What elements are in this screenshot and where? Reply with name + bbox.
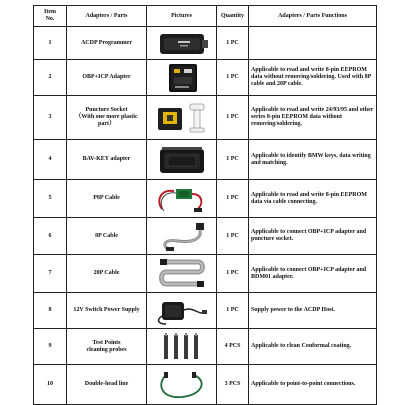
header-functions: Adapters / Parts Functions [249, 6, 377, 27]
part-name-main: 20P Cable [93, 270, 120, 276]
part-picture [147, 140, 217, 180]
part-picture [147, 218, 217, 255]
part-name-main: P8P Cable [93, 195, 120, 201]
header-adapters: Adapters / Parts [67, 6, 147, 27]
part-picture [147, 255, 217, 293]
cleaning-probes-icon [152, 331, 212, 363]
part-name [67, 329, 147, 365]
part-name-sub: （With one more plastic part） [75, 114, 138, 127]
part-quantity: 1 PC [217, 96, 249, 140]
part-name [67, 96, 147, 140]
part-quantity: 1 PC [217, 180, 249, 218]
part-quantity: 1 PC [217, 218, 249, 255]
part-picture [147, 180, 217, 218]
part-quantity: 1 PC [217, 255, 249, 293]
part-name-sub: cleaning probes [86, 346, 127, 353]
part-function: Applicable to connect OBP+ICP adapter and BDM01 adapter. [249, 255, 377, 293]
part-function: Applicable to read and write 8-pin EEPROM data without removing/soldering. Used with 8P cable and 20P cable. [249, 60, 377, 96]
part-picture [147, 96, 217, 140]
item-number: 2 [34, 60, 67, 96]
table-row [34, 255, 377, 293]
part-function: Applicable to read and write 8-pin EEPROM data via cable connecting. [249, 180, 377, 218]
part-picture [147, 293, 217, 329]
power-supply-icon [152, 294, 212, 328]
part-name-main: BAV-KEY adapter [82, 156, 131, 162]
20p-cable-icon [152, 256, 212, 292]
header-item-no: Item No. [34, 6, 67, 27]
table-row [34, 96, 377, 140]
part-quantity: 1 PC [217, 60, 249, 96]
puncture-socket-icon [152, 98, 212, 138]
part-name [67, 255, 147, 293]
table-row [34, 218, 377, 255]
parts-table [33, 5, 377, 405]
part-name [67, 218, 147, 255]
part-function: Applicable to point-to-point connections. [249, 365, 377, 405]
p8p-cable-icon [152, 181, 212, 217]
8p-cable-icon [152, 219, 212, 253]
item-number: 6 [34, 218, 67, 255]
part-picture [147, 60, 217, 96]
item-number: 4 [34, 140, 67, 180]
part-name-main: Double-head line [84, 381, 129, 387]
part-name-main: OBP+ICP Adapter [82, 74, 131, 80]
item-number: 3 [34, 96, 67, 140]
part-quantity: 1 PC [217, 140, 249, 180]
obp-icp-adapter-icon [157, 61, 207, 95]
part-quantity: 3 PCS [217, 365, 249, 405]
part-quantity: 1 PC [217, 293, 249, 329]
item-number: 10 [34, 365, 67, 405]
table-row [34, 293, 377, 329]
part-function: Applicable to connect OBP+ICP adapter and puncture socket. [249, 218, 377, 255]
table-row [34, 60, 377, 96]
part-name [67, 293, 147, 329]
table-row [34, 365, 377, 405]
header-row [34, 6, 377, 27]
table-row [34, 180, 377, 218]
part-name-main: 12V Switch Power Supply [73, 307, 140, 313]
table-row [34, 140, 377, 180]
part-picture [147, 329, 217, 365]
item-number: 1 [34, 27, 67, 60]
part-function: Applicable to identify BMW keys, data writing and matching. [249, 140, 377, 180]
part-quantity: 1 PC [217, 27, 249, 60]
part-function: Applicable to clean Conformal coating. [249, 329, 377, 365]
part-picture [147, 365, 217, 405]
bav-key-adapter-icon [152, 142, 212, 178]
header-quantity: Quantity [217, 6, 249, 27]
part-name-main: Test Points [92, 339, 121, 346]
part-name [67, 27, 147, 60]
part-function [249, 27, 377, 60]
acdp-programmer-icon [152, 28, 212, 58]
part-name-main: 8P Cable [95, 232, 118, 239]
item-number: 9 [34, 329, 67, 365]
part-name [67, 180, 147, 218]
part-picture [147, 27, 217, 60]
part-name [67, 140, 147, 180]
item-number: 7 [34, 255, 67, 293]
item-number: 8 [34, 293, 67, 329]
part-name-main: Puncture Socket [85, 107, 128, 113]
table-row [34, 27, 377, 60]
item-number: 5 [34, 180, 67, 218]
part-name [67, 365, 147, 405]
double-head-line-icon [152, 367, 212, 403]
table-row [34, 329, 377, 365]
part-name [67, 60, 147, 96]
part-function: Applicable to read and write 24/93/95 and other series 8-pin EEPROM data without removing/soldering. [249, 96, 377, 140]
header-pictures: Pictures [147, 6, 217, 27]
part-function: Supply power to the ACDP Host. [249, 293, 377, 329]
part-name-main: ACDP Programmer [80, 39, 133, 46]
part-quantity: 4 PCS [217, 329, 249, 365]
